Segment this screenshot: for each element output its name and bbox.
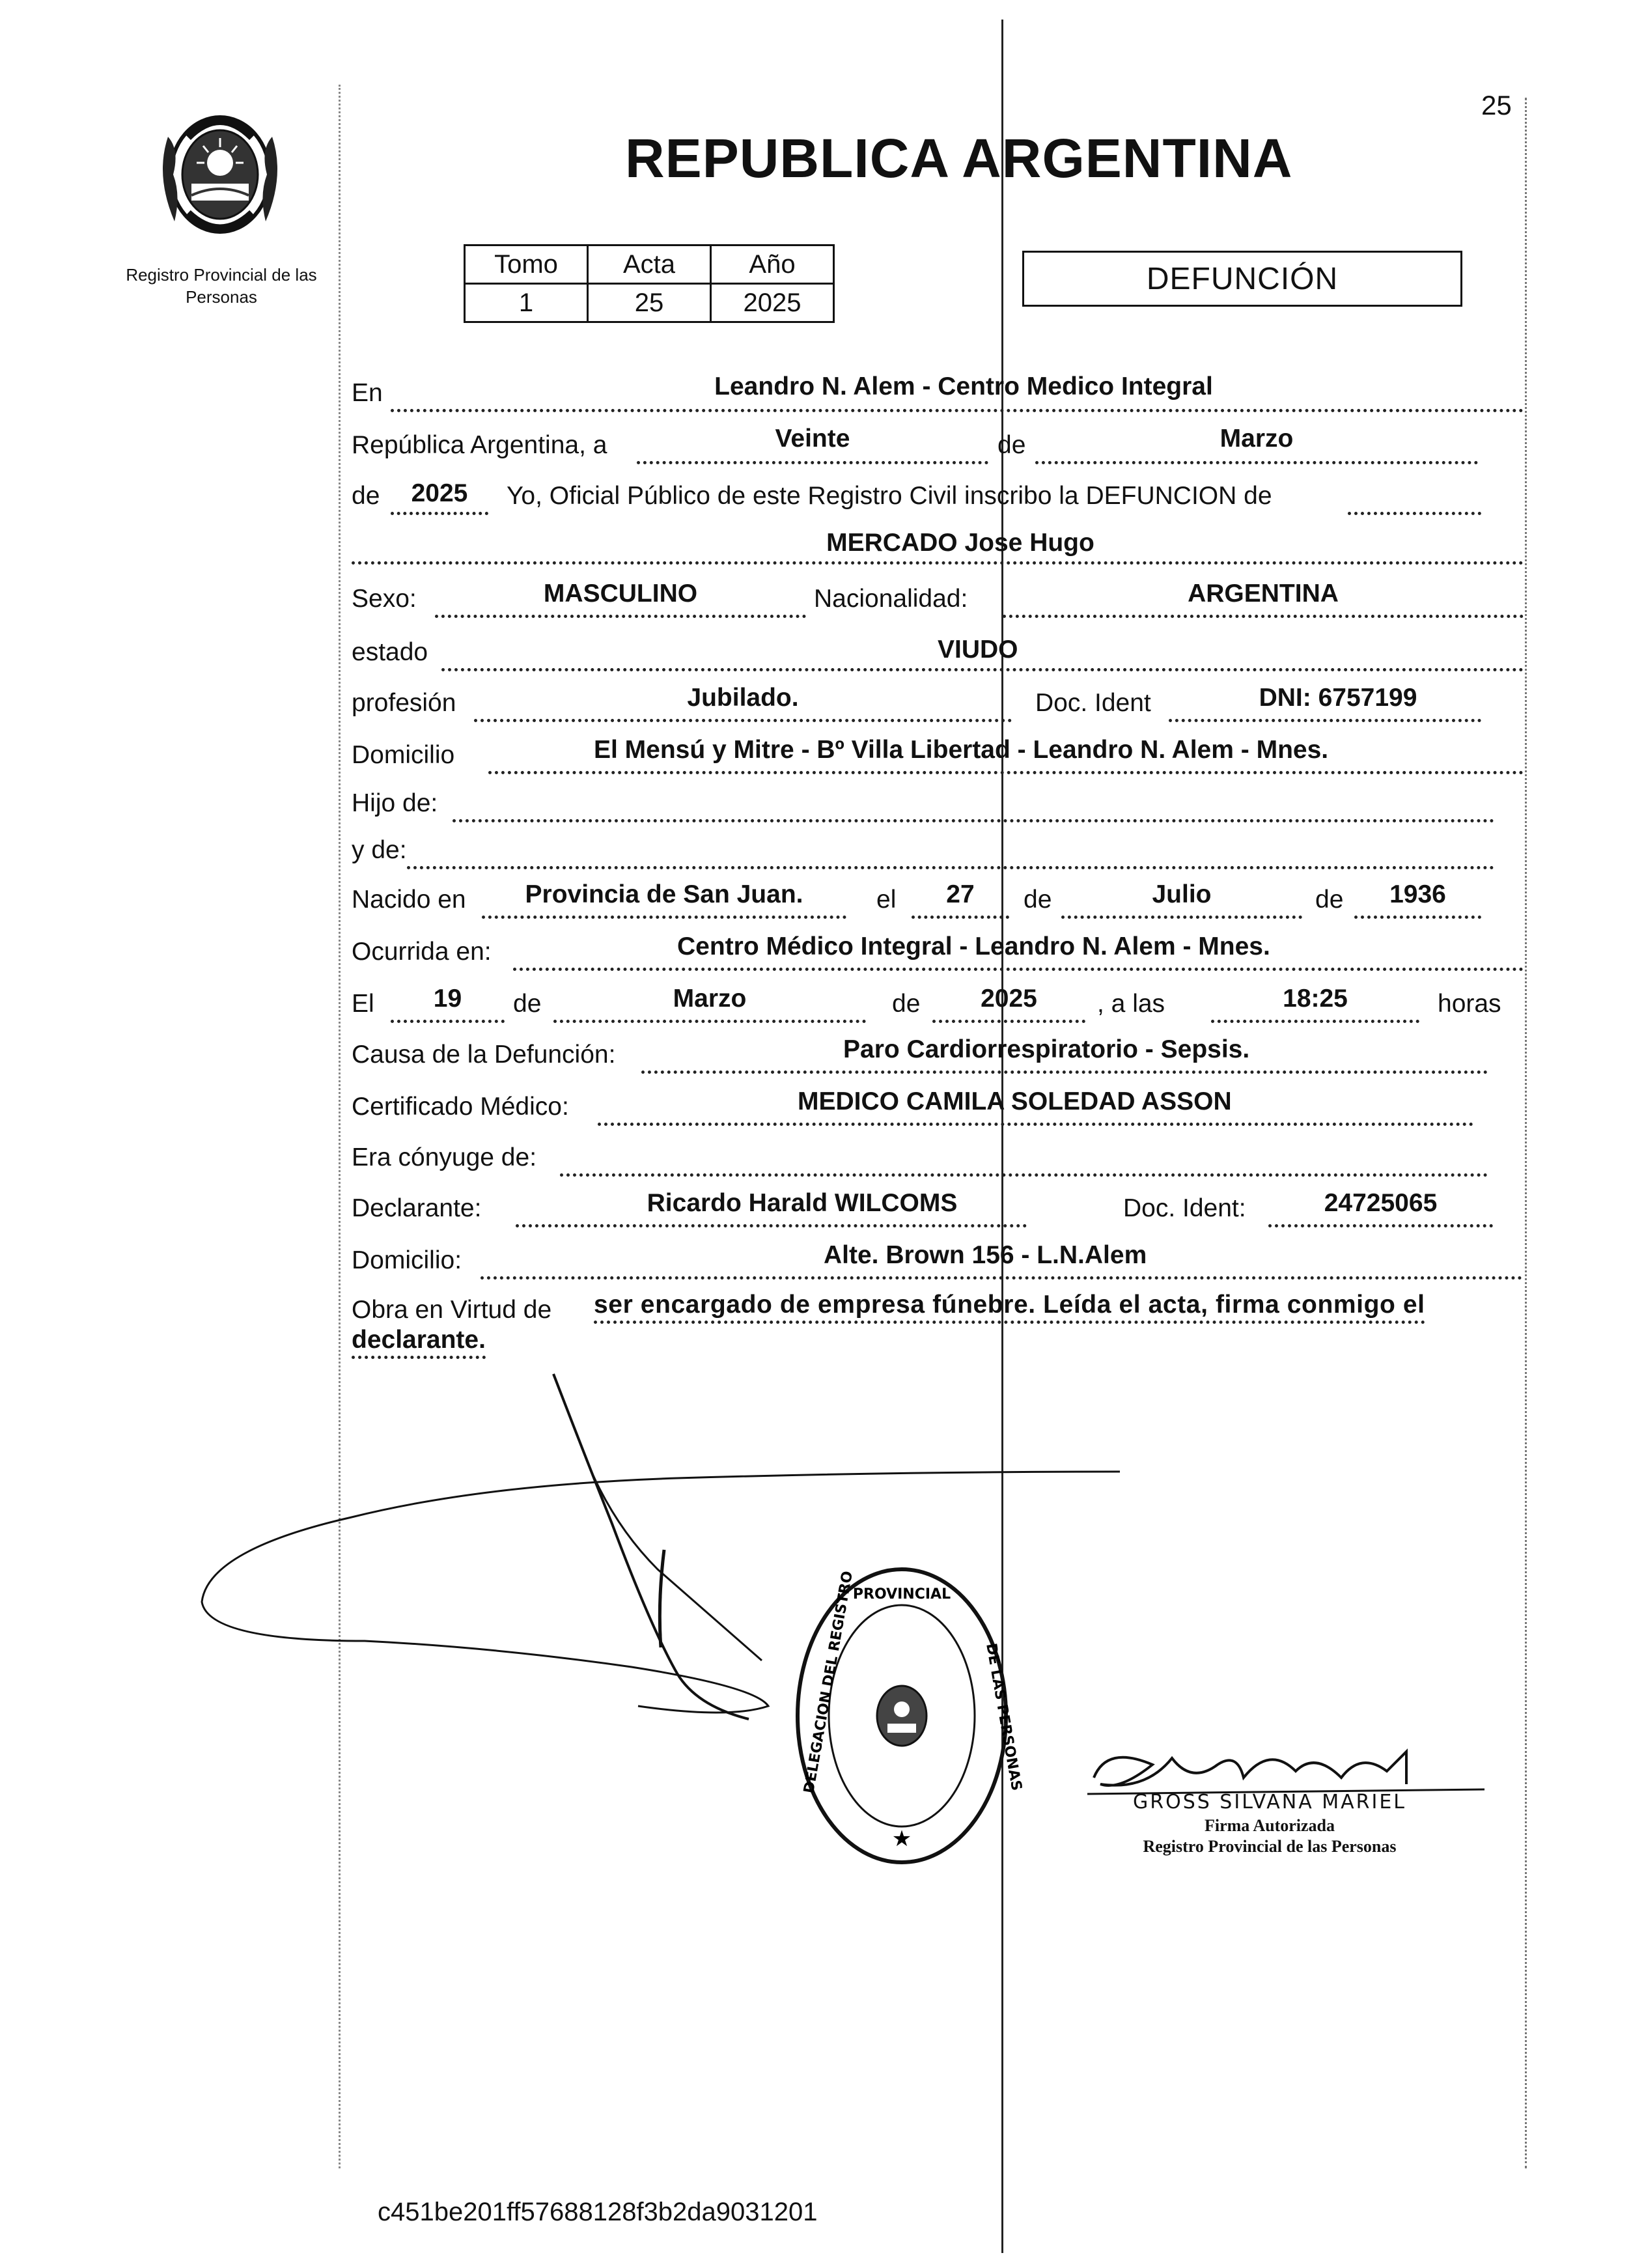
de2-label: de xyxy=(352,482,380,510)
nac-el-label: el xyxy=(876,886,897,914)
fall-mes-value: Marzo xyxy=(673,985,747,1013)
nac-anio-dots xyxy=(1354,916,1481,919)
estado-dots xyxy=(441,668,1524,671)
nombre-value: MERCADO Jose Hugo xyxy=(826,529,1094,557)
en-dots xyxy=(391,409,1524,412)
acta-value: 25 xyxy=(588,284,711,322)
page-title: REPUBLICA ARGENTINA xyxy=(625,128,1293,189)
doc-dots xyxy=(1169,719,1481,722)
yde-dots xyxy=(407,866,1494,869)
nacionalidad-value: ARGENTINA xyxy=(1188,580,1339,608)
svg-text:PROVINCIAL: PROVINCIAL xyxy=(852,1586,951,1603)
en-label: En xyxy=(352,379,383,407)
nac-dia-value: 27 xyxy=(946,880,975,908)
certificado-dots xyxy=(598,1123,1473,1126)
dia-dots xyxy=(637,461,988,464)
nombre-dots xyxy=(352,561,1524,565)
oficial-dots xyxy=(1348,512,1481,515)
fall-anio-value: 2025 xyxy=(981,985,1037,1013)
nac-de2-label: de xyxy=(1315,886,1344,914)
doc-label: Doc. Ident xyxy=(1035,689,1151,717)
fall-de2-label: de xyxy=(892,990,921,1018)
signer-block xyxy=(1100,1791,1439,1856)
decl-dom-label: Domicilio: xyxy=(352,1246,462,1274)
yde-label: y de: xyxy=(352,836,407,864)
org-name: Registro Provincial de las Personas xyxy=(126,265,317,307)
nac-mes-value: Julio xyxy=(1152,880,1212,908)
right-margin-line xyxy=(1525,98,1528,2168)
en-value: Leandro N. Alem - Centro Medico Integral xyxy=(714,372,1213,400)
tomo-value: 1 xyxy=(465,284,588,322)
declarante-label: Declarante: xyxy=(352,1194,482,1222)
profesion-dots xyxy=(474,719,1012,722)
decl-doc-dots xyxy=(1268,1224,1493,1227)
left-margin-line xyxy=(339,85,342,2168)
mes-value: Marzo xyxy=(1220,425,1294,453)
dia-value: Veinte xyxy=(775,425,850,453)
nacido-dots xyxy=(482,916,846,919)
decl-dom-value: Alte. Brown 156 - L.N.Alem xyxy=(824,1241,1147,1269)
page-number: 25 xyxy=(1481,90,1512,120)
signer-role: Firma Autorizada xyxy=(1204,1816,1335,1835)
declarante-dots xyxy=(516,1224,1027,1227)
alas-label: , a las xyxy=(1097,990,1165,1018)
signer-org: Registro Provincial de las Personas xyxy=(1143,1837,1397,1856)
obra-value-2: declarante. xyxy=(352,1326,486,1359)
nac-anio-value: 1936 xyxy=(1389,880,1446,908)
anio-dots xyxy=(391,512,488,515)
ocurrida-dots xyxy=(513,968,1524,971)
sexo-label: Sexo: xyxy=(352,585,417,613)
fall-mes-dots xyxy=(553,1020,866,1023)
oficial-text: Yo, Oficial Público de este Registro Civil inscribo la DEFUNCION de xyxy=(507,482,1272,510)
estado-value: VIUDO xyxy=(938,636,1018,664)
registry-stamp-icon xyxy=(791,1560,1025,1872)
anio-value: 2025 xyxy=(711,284,834,322)
fall-el-label: El xyxy=(352,990,374,1018)
ocurrida-value: Centro Médico Integral - Leandro N. Alem - Mnes. xyxy=(677,932,1270,960)
nacido-label: Nacido en xyxy=(352,886,466,914)
causa-dots xyxy=(641,1071,1488,1074)
decl-doc-label: Doc. Ident: xyxy=(1123,1194,1246,1222)
decl-doc-value: 24725065 xyxy=(1324,1189,1438,1217)
estado-label: estado xyxy=(352,638,428,666)
declarante-value: Ricardo Harald WILCOMS xyxy=(647,1189,958,1217)
hora-dots xyxy=(1211,1020,1419,1023)
fold-line xyxy=(1001,20,1003,2253)
province-seal-icon xyxy=(148,98,292,247)
svg-text:DELEGACION DEL REGISTRO: DELEGACION DEL REGISTRO xyxy=(801,1569,857,1795)
fall-dia-value: 19 xyxy=(433,985,462,1013)
document-hash: c451be201ff57688128f3b2da9031201 xyxy=(378,2198,818,2226)
horas-label: horas xyxy=(1438,990,1501,1018)
conyuge-label: Era cónyuge de: xyxy=(352,1143,537,1171)
nac-dia-dots xyxy=(912,916,1009,919)
nac-de1-label: de xyxy=(1024,886,1052,914)
de-label: de xyxy=(997,431,1026,459)
anio-value: 2025 xyxy=(411,479,468,507)
acta-header: Acta xyxy=(588,245,711,284)
causa-value: Paro Cardiorrespiratorio - Sepsis. xyxy=(843,1035,1250,1063)
republica-label: República Argentina, a xyxy=(352,431,607,459)
obra-value: ser encargado de empresa fúnebre. Leída el acta, firma conmigo el xyxy=(594,1291,1425,1324)
conyuge-dots xyxy=(560,1173,1488,1177)
causa-label: Causa de la Defunción: xyxy=(352,1041,616,1069)
nacido-value: Provincia de San Juan. xyxy=(525,880,803,908)
nacionalidad-label: Nacionalidad: xyxy=(814,585,968,613)
svg-text:★: ★ xyxy=(891,1826,912,1852)
profesion-value: Jubilado. xyxy=(687,684,799,712)
fall-dia-dots xyxy=(391,1020,505,1023)
register-table xyxy=(464,244,835,323)
anio-header: Año xyxy=(711,245,834,284)
mes-dots xyxy=(1035,461,1478,464)
hora-value: 18:25 xyxy=(1283,985,1348,1013)
tomo-header: Tomo xyxy=(465,245,588,284)
nac-mes-dots xyxy=(1061,916,1302,919)
fall-de1-label: de xyxy=(513,990,542,1018)
svg-text:DE LAS PERSONAS: DE LAS PERSONAS xyxy=(983,1642,1025,1792)
decl-dom-dots xyxy=(481,1276,1522,1280)
sexo-value: MASCULINO xyxy=(543,580,698,608)
sexo-dots xyxy=(435,615,806,618)
hijo-label: Hijo de: xyxy=(352,789,438,817)
hijo-dots xyxy=(453,819,1494,822)
domicilio-dots xyxy=(488,771,1524,774)
certificado-value: MEDICO CAMILA SOLEDAD ASSON xyxy=(798,1087,1232,1115)
document-type-box: DEFUNCIÓN xyxy=(1022,251,1462,307)
nacionalidad-dots xyxy=(1003,615,1524,618)
signer-name: GROSS SILVANA MARIEL xyxy=(1132,1791,1407,1813)
domicilio-label: Domicilio xyxy=(352,741,455,769)
obra-label: Obra en Virtud de xyxy=(352,1296,552,1324)
certificado-label: Certificado Médico: xyxy=(352,1093,569,1121)
ocurrida-label: Ocurrida en: xyxy=(352,938,492,966)
profesion-label: profesión xyxy=(352,689,456,717)
domicilio-value: El Mensú y Mitre - Bº Villa Libertad - Leandro N. Alem - Mnes. xyxy=(594,736,1329,764)
doc-value: DNI: 6757199 xyxy=(1259,684,1417,712)
fall-anio-dots xyxy=(932,1020,1085,1023)
